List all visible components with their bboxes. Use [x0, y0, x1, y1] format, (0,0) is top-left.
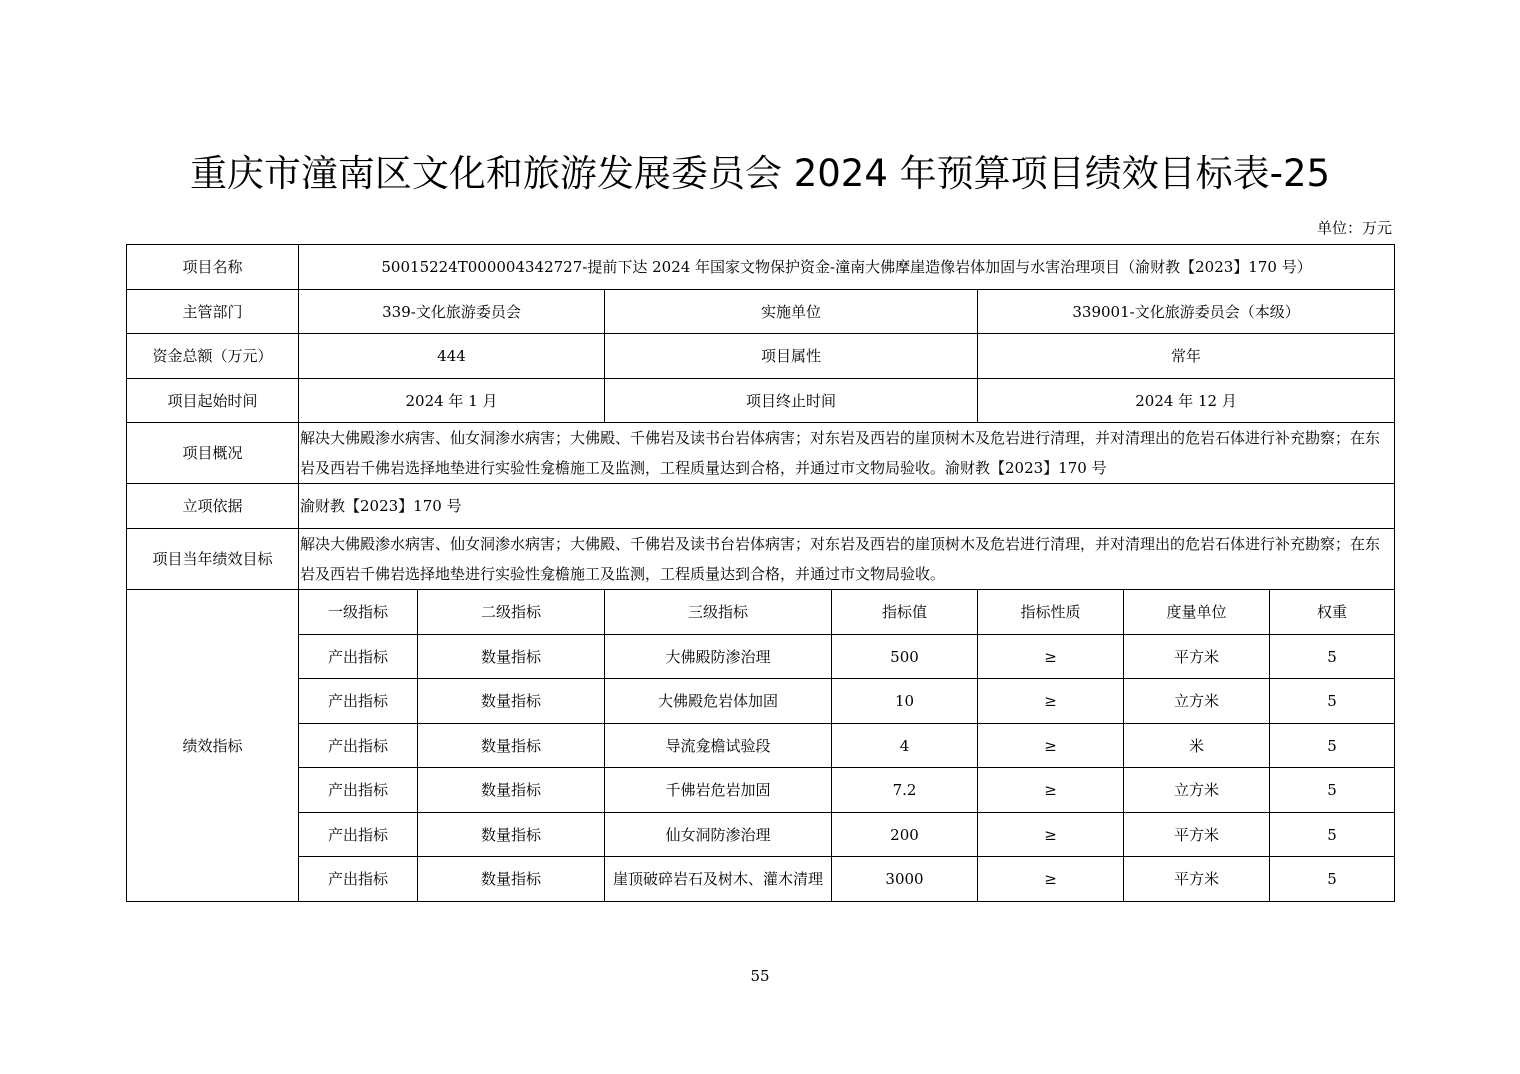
cell-value: 3000 [832, 857, 978, 902]
cell-unit: 米 [1124, 724, 1270, 768]
dept-label: 主管部门 [127, 290, 299, 334]
cell-level2: 数量指标 [418, 857, 605, 902]
cell-level3: 仙女洞防渗治理 [605, 813, 832, 857]
cell-level1: 产出指标 [299, 813, 418, 857]
header-unit: 度量单位 [1124, 590, 1270, 635]
cell-weight: 5 [1270, 813, 1395, 857]
row-project-name [127, 245, 1395, 290]
cell-level2: 数量指标 [418, 679, 605, 724]
overview-value: 解决大佛殿渗水病害、仙女洞渗水病害；大佛殿、千佛岩及读书台岩体病害；对东岩及西岩的崖顶树木及危岩进行清理，并对清理出的危岩石体进行补充勘察；在东岩及西岩千佛岩选择地垫进行实验性龛檐施工及监测，工程质量达到合格，并通过市文物局验收。渝财教【2023】170 号 [299, 423, 1395, 484]
page-number: 55 [750, 967, 770, 985]
cell-level2: 数量指标 [418, 813, 605, 857]
cell-level1: 产出指标 [299, 857, 418, 902]
fund-label: 资金总额（万元） [127, 334, 299, 379]
impl-value: 339001-文化旅游委员会（本级） [978, 290, 1395, 334]
cell-level1: 产出指标 [299, 635, 418, 679]
table-row [127, 813, 1395, 857]
indicator-header-row [127, 590, 1395, 635]
table-row [127, 679, 1395, 724]
cell-level1: 产出指标 [299, 768, 418, 813]
goal-value: 解决大佛殿渗水病害、仙女洞渗水病害；大佛殿、千佛岩及读书台岩体病害；对东岩及西岩的崖顶树木及危岩进行清理，并对清理出的危岩石体进行补充勘察；在东岩及西岩千佛岩选择地垫进行实验性龛檐施工及监测，工程质量达到合格，并通过市文物局验收。 [299, 529, 1395, 590]
overview-label: 项目概况 [127, 423, 299, 484]
attr-value: 常年 [978, 334, 1395, 379]
basis-value: 渝财教【2023】170 号 [299, 484, 1395, 529]
cell-weight: 5 [1270, 724, 1395, 768]
fund-value: 444 [299, 334, 605, 379]
start-label: 项目起始时间 [127, 379, 299, 423]
row-time [127, 379, 1395, 423]
row-overview [127, 423, 1395, 484]
table-row [127, 724, 1395, 768]
cell-level3: 大佛殿防渗治理 [605, 635, 832, 679]
cell-level2: 数量指标 [418, 724, 605, 768]
cell-level3: 千佛岩危岩加固 [605, 768, 832, 813]
cell-weight: 5 [1270, 679, 1395, 724]
cell-unit: 平方米 [1124, 813, 1270, 857]
cell-unit: 平方米 [1124, 857, 1270, 902]
cell-level1: 产出指标 [299, 724, 418, 768]
impl-label: 实施单位 [605, 290, 978, 334]
row-department [127, 290, 1395, 334]
start-value: 2024 年 1 月 [299, 379, 605, 423]
cell-weight: 5 [1270, 635, 1395, 679]
unit-label: 单位：万元 [1316, 219, 1392, 237]
header-level1: 一级指标 [299, 590, 418, 635]
cell-nature: ≥ [978, 768, 1124, 813]
table-row [127, 768, 1395, 813]
cell-level2: 数量指标 [418, 768, 605, 813]
header-value: 指标值 [832, 590, 978, 635]
header-level3: 三级指标 [605, 590, 832, 635]
cell-value: 10 [832, 679, 978, 724]
cell-value: 500 [832, 635, 978, 679]
header-nature: 指标性质 [978, 590, 1124, 635]
row-fund [127, 334, 1395, 379]
cell-nature: ≥ [978, 724, 1124, 768]
project-name-label: 项目名称 [127, 245, 299, 290]
dept-value: 339-文化旅游委员会 [299, 290, 605, 334]
cell-nature: ≥ [978, 635, 1124, 679]
indicator-section-label: 绩效指标 [127, 590, 299, 902]
basis-label: 立项依据 [127, 484, 299, 529]
cell-weight: 5 [1270, 857, 1395, 902]
cell-level2: 数量指标 [418, 635, 605, 679]
project-name-value: 50015224T000004342727-提前下达 2024 年国家文物保护资金-潼南大佛摩崖造像岩体加固与水害治理项目（渝财教【2023】170 号） [299, 245, 1395, 290]
cell-level1: 产出指标 [299, 679, 418, 724]
row-goal [127, 529, 1395, 590]
cell-level3: 大佛殿危岩体加固 [605, 679, 832, 724]
cell-level3: 崖顶破碎岩石及树木、灌木清理 [605, 857, 832, 902]
cell-unit: 平方米 [1124, 635, 1270, 679]
header-level2: 二级指标 [418, 590, 605, 635]
row-basis [127, 484, 1395, 529]
table-row [127, 857, 1395, 902]
cell-level3: 导流龛檐试验段 [605, 724, 832, 768]
end-value: 2024 年 12 月 [978, 379, 1395, 423]
cell-nature: ≥ [978, 813, 1124, 857]
cell-value: 200 [832, 813, 978, 857]
cell-weight: 5 [1270, 768, 1395, 813]
cell-value: 4 [832, 724, 978, 768]
table-row [127, 635, 1395, 679]
cell-unit: 立方米 [1124, 679, 1270, 724]
page-title: 重庆市潼南区文化和旅游发展委员会 2024 年预算项目绩效目标表-25 [189, 152, 1331, 195]
goal-label: 项目当年绩效目标 [127, 529, 299, 590]
performance-table [126, 244, 1395, 902]
header-weight: 权重 [1270, 590, 1395, 635]
attr-label: 项目属性 [605, 334, 978, 379]
cell-nature: ≥ [978, 679, 1124, 724]
end-label: 项目终止时间 [605, 379, 978, 423]
cell-value: 7.2 [832, 768, 978, 813]
cell-unit: 立方米 [1124, 768, 1270, 813]
cell-nature: ≥ [978, 857, 1124, 902]
